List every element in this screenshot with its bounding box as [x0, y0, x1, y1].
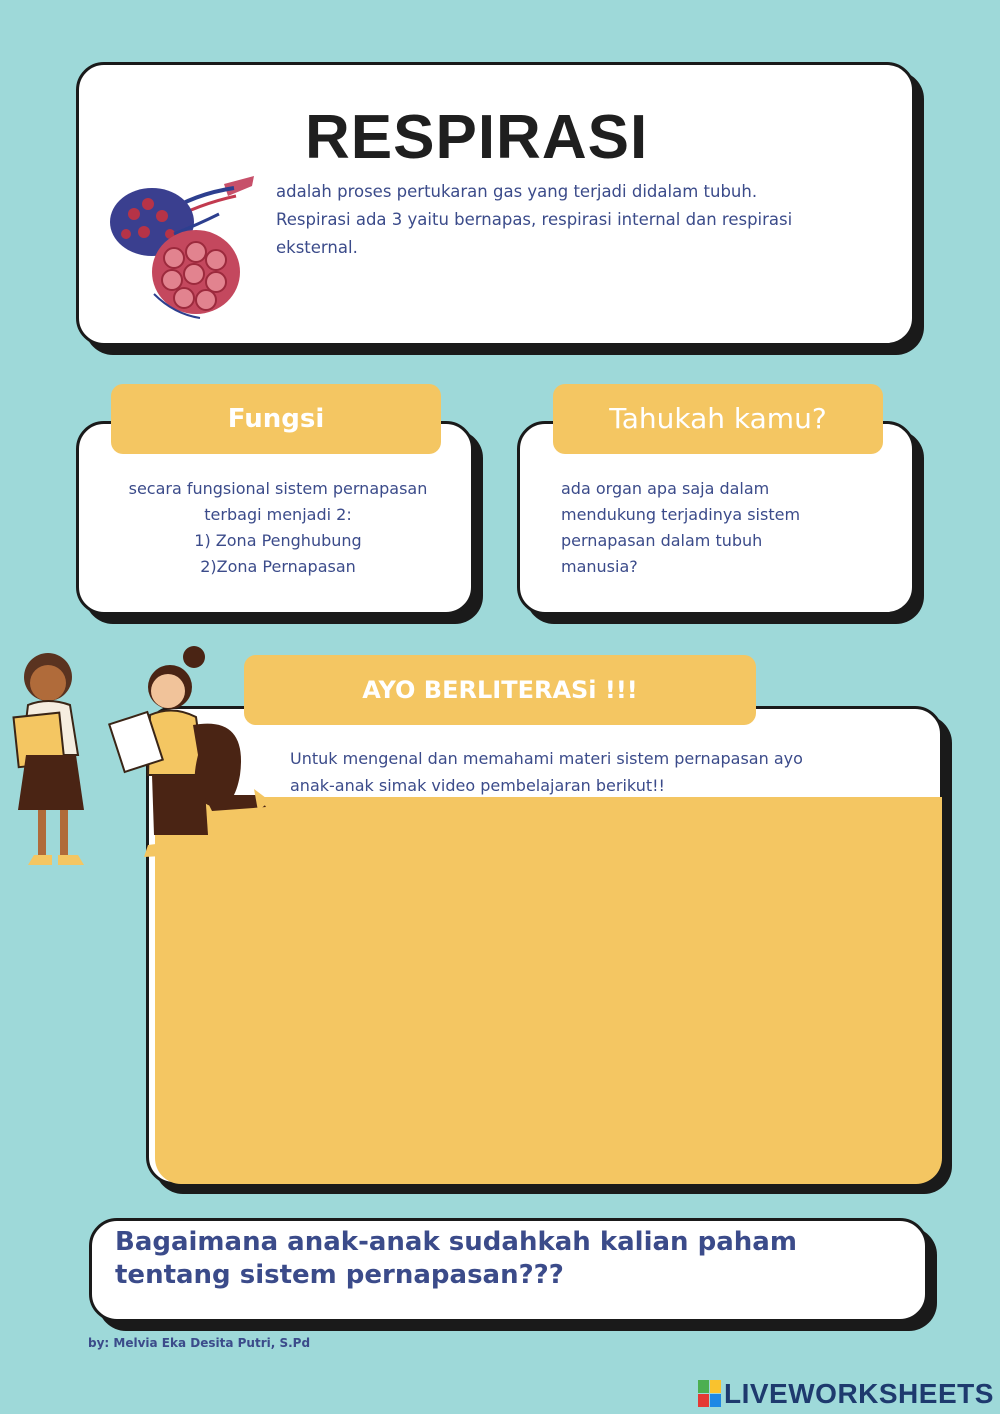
ayo-text — [290, 745, 910, 799]
intro-paragraph — [276, 178, 876, 262]
alveoli-illustration — [104, 174, 254, 322]
ayo-line-1: Untuk mengenal dan memahami materi sistem pernapasan ayo — [290, 749, 803, 768]
fungsi-heading: Fungsi — [111, 384, 441, 454]
tahukah-line-4: manusia? — [561, 557, 638, 576]
intro-line-2: Respirasi ada 3 yaitu bernapas, respirasi internal dan respirasi — [276, 210, 793, 229]
intro-line-1: adalah proses pertukaran gas yang terjadi didalam tubuh. — [276, 182, 758, 201]
tahukah-text — [561, 476, 861, 580]
video-placeholder[interactable] — [155, 797, 942, 1184]
ayo-heading: AYO BERLITERASi !!! — [244, 655, 756, 725]
page-title: RESPIRASI — [305, 103, 649, 172]
students-illustration — [8, 645, 273, 870]
fungsi-text — [100, 476, 456, 580]
tahukah-line-2: mendukung terjadinya sistem — [561, 505, 801, 524]
tahukah-line-1: ada organ apa saja dalam — [561, 479, 770, 498]
fungsi-line-2: terbagi menjadi 2: — [204, 505, 352, 524]
question-line-2: tentang sistem pernapasan??? — [115, 1260, 564, 1290]
question-line-1: Bagaimana anak-anak sudahkah kalian paham — [115, 1227, 797, 1257]
author-credit: by: Melvia Eka Desita Putri, S.Pd — [88, 1336, 311, 1350]
liveworksheets-brand — [698, 1378, 994, 1410]
brand-text: LIVEWORKSHEETS — [724, 1378, 994, 1409]
tahukah-line-3: pernapasan dalam tubuh — [561, 531, 763, 550]
question-text — [115, 1226, 875, 1292]
liveworksheets-logo-icon — [698, 1380, 722, 1408]
tahukah-heading: Tahukah kamu? — [553, 384, 883, 454]
intro-line-3: eksternal. — [276, 238, 358, 257]
ayo-line-2: anak-anak simak video pembelajaran berikut!! — [290, 776, 665, 795]
fungsi-line-4: 2)Zona Pernapasan — [200, 557, 356, 576]
fungsi-line-3: 1) Zona Penghubung — [194, 531, 362, 550]
fungsi-line-1: secara fungsional sistem pernapasan — [128, 479, 428, 498]
